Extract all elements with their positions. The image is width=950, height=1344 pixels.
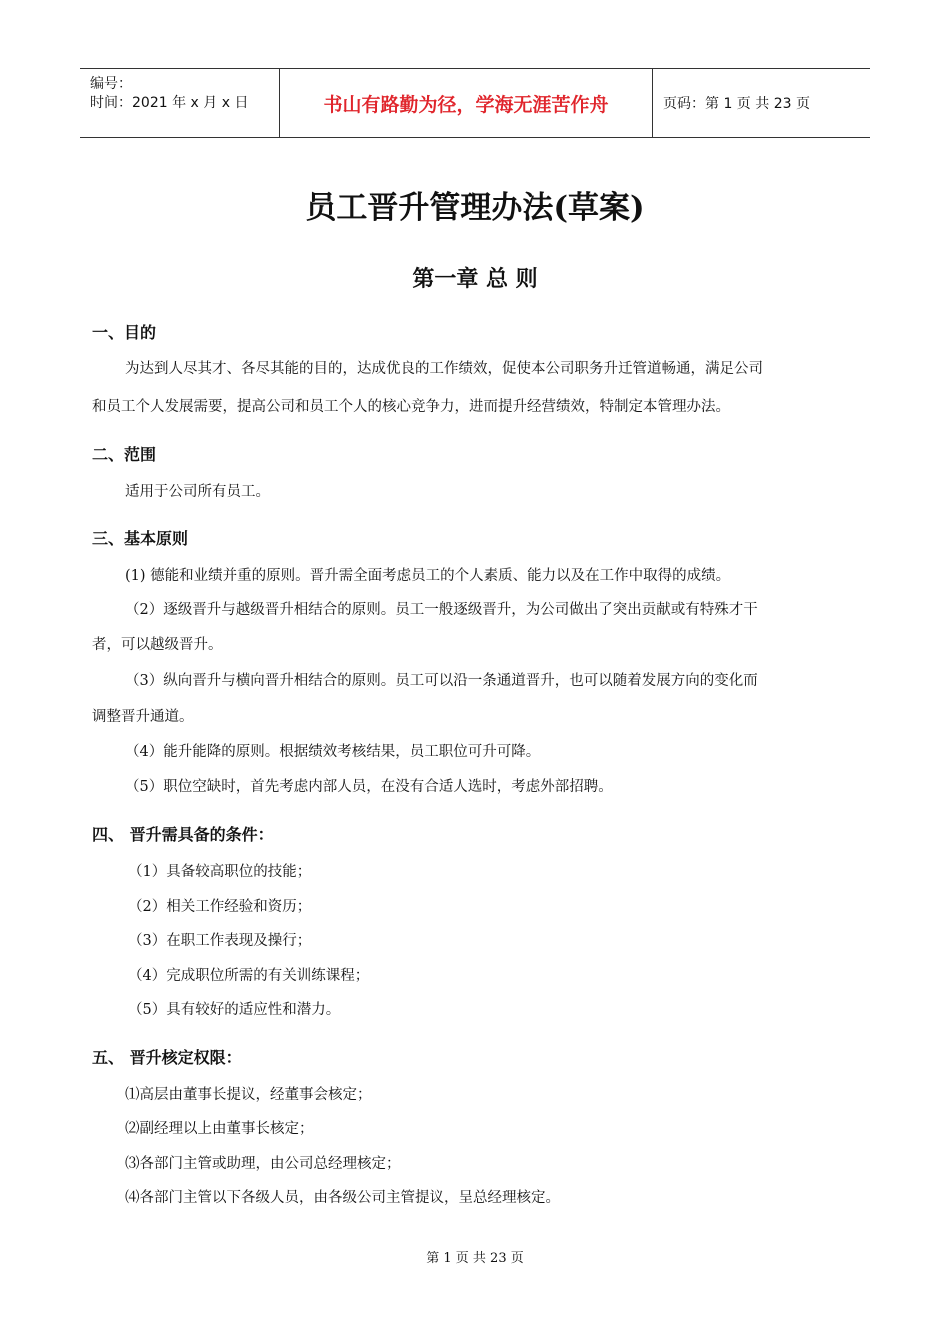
header-number-label: 编号： — [90, 76, 132, 92]
list-item: （3）在职工作表现及操行； — [128, 933, 312, 949]
header-motto: 书山有路勤为径，学海无涯苦作舟 — [280, 69, 653, 137]
list-item: （2）逐级晋升与越级晋升相结合的原则。员工一般逐级晋升，为公司做出了突出贡献或有特殊才干 — [125, 602, 758, 618]
list-item: ⑴高层由董事长提议，经董事会核定； — [125, 1087, 372, 1103]
chapter-heading: 第一章 总 则 — [412, 266, 538, 292]
header-time-label: 时间：2021 年 x 月 x 日 — [90, 95, 249, 111]
list-item-continuation: 调整晋升通道。 — [92, 709, 194, 725]
paragraph-line: 适用于公司所有员工。 — [125, 484, 270, 500]
list-item: ⑵副经理以上由董事长核定； — [125, 1121, 314, 1137]
list-item: （2）相关工作经验和资历； — [128, 899, 312, 915]
page-footer: 第 1 页 共 23 页 — [426, 1251, 524, 1266]
section-heading-authority: 五、 晋升核定权限： — [92, 1048, 242, 1067]
list-item: （5）职位空缺时，首先考虑内部人员，在没有合适人选时，考虑外部招聘。 — [125, 779, 613, 795]
section-heading-scope: 二、范围 — [92, 445, 157, 464]
document-header — [80, 68, 870, 138]
list-item: ⑶各部门主管或助理，由公司总经理核定； — [125, 1156, 401, 1172]
list-item: ⑷各部门主管以下各级人员，由各级公司主管提议，呈总经理核定。 — [125, 1190, 560, 1206]
list-item: （4）能升能降的原则。根据绩效考核结果，员工职位可升可降。 — [125, 744, 541, 760]
paragraph-line: 为达到人尽其才、各尽其能的目的，达成优良的工作绩效，促使本公司职务升迁管道畅通，满足公司 — [125, 361, 763, 377]
list-item: （1）具备较高职位的技能； — [128, 864, 312, 880]
paragraph-line: 和员工个人发展需要，提高公司和员工个人的核心竞争力，进而提升经营绩效，特制定本管理办法。 — [92, 399, 730, 415]
section-heading-purpose: 一、目的 — [92, 323, 157, 342]
document-title: 员工晋升管理办法(草案) — [305, 190, 645, 226]
list-item: （4）完成职位所需的有关训练课程； — [128, 968, 370, 984]
header-meta-cell — [80, 69, 280, 137]
list-item-continuation: 者，可以越级晋升。 — [92, 637, 223, 653]
list-item: （5）具有较好的适应性和潜力。 — [128, 1002, 341, 1018]
header-page-info: 页码：第 1 页 共 23 页 — [663, 96, 810, 112]
section-heading-principles: 三、基本原则 — [92, 529, 189, 548]
list-item: （3）纵向晋升与横向晋升相结合的原则。员工可以沿一条通道晋升，也可以随着发展方向的变化而 — [125, 673, 758, 689]
section-heading-conditions: 四、 晋升需具备的条件： — [92, 825, 274, 844]
list-item: (1) 德能和业绩并重的原则。晋升需全面考虑员工的个人素质、能力以及在工作中取得的成绩。 — [125, 568, 731, 584]
